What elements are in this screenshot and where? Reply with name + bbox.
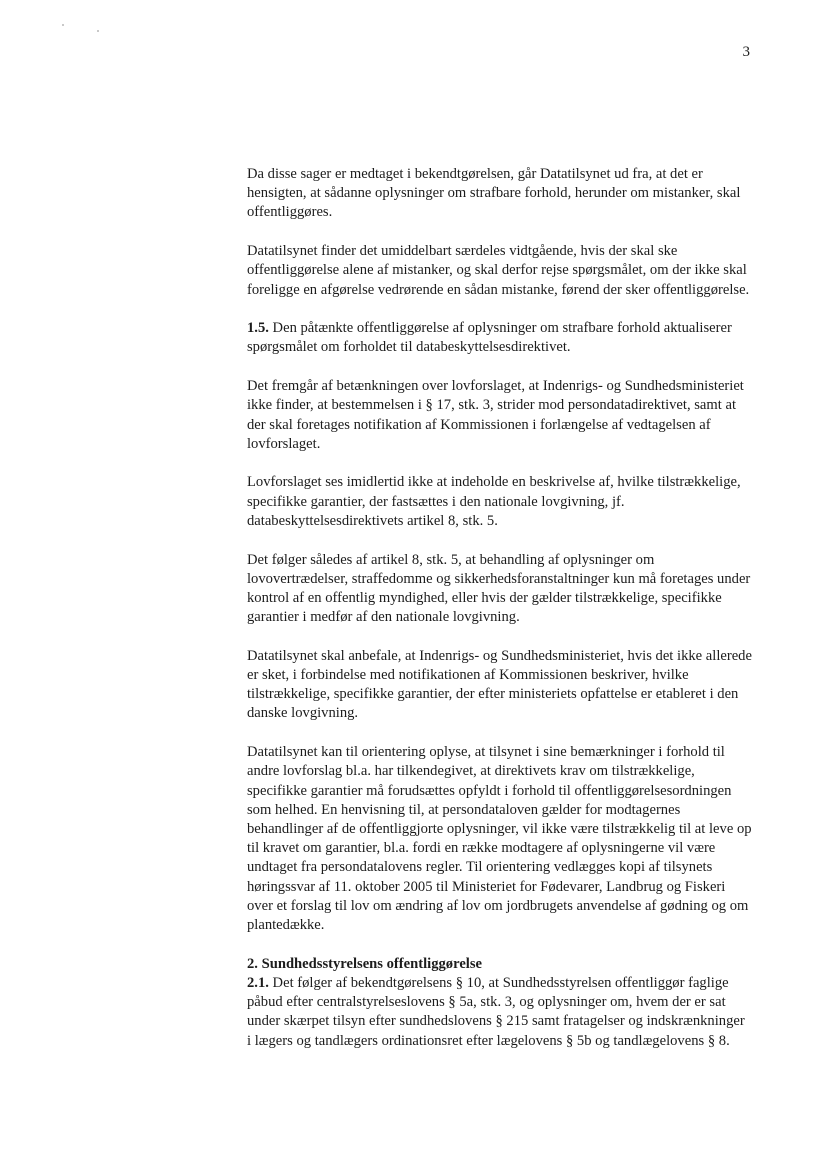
paragraph: Datatilsynet kan til orientering oplyse, at tilsynet i sine bemærkninger i forhold til andre lovforslag bl.a. har tilkendegivet, at direktivets krav om tilstrækkelige, specifikke garantier må forudsættes opfyldt i forhold til offentliggørelsesordningen som helhed. En henvisning til, at persondataloven gælder for modtagernes behandlinger af de offentliggjorte oplysninger, vil ikke være tilstrækkelig til at leve op til kravet om garantier, bl.a. fordi en række modtagere af oplysningerne vil være undtaget fra persondatalovens regler. Til orientering vedlægges kopi af tilsynets høringssvar af 11. oktober 2005 til Ministeriet for Fødevarer, Landbrug og Fiskeri over et forslag til lov om ændring af lov om jordbrugets anvendelse af gødning og om plantedække. <box>247 744 752 933</box>
document-body <box>247 165 752 1051</box>
section-1-5-paragraph <box>247 319 752 357</box>
scan-speck <box>97 30 99 32</box>
paragraph: Datatilsynet finder det umiddelbart særdeles vidtgående, hvis der skal ske offentliggørelse alene af mistanker, og skal derfor rejse spørgsmålet, om der ikke skal foreligge en afgørelse vedrørende en sådan mistanke, førend der sker offentliggørelse. <box>247 243 750 298</box>
page-number: 3 <box>742 44 750 60</box>
scan-speck <box>62 24 64 26</box>
section-number: 1.5. <box>247 320 269 337</box>
section-2-heading: 2. Sundhedsstyrelsens offentliggørelse <box>247 955 483 972</box>
section-2-1-paragraph <box>247 974 752 1051</box>
section-text: Det følger af bekendtgørelsens § 10, at Sundhedsstyrelsen offentliggør faglige påbud efter centralstyrelseslovens § 5a, stk. 3, og oplysninger om, hvem der er sat under skærpet tilsyn efter sundhedslovens § 215 samt fratagelser og indskrænkninger i lægers og tandlægers ordinationsret efter lægelovens § 5b og tandlægelovens § 8. <box>247 974 745 1049</box>
paragraph: Det fremgår af betænkningen over lovforslaget, at Indenrigs- og Sundhedsministeriet ikke finder, at bestemmelsen i § 17, stk. 3, strider mod persondatadirektivet, samt at der skal foretages notifikation af Kommissionen i forlængelse af vedtagelsen af lovforslaget. <box>247 378 744 452</box>
section-number: 2.1. <box>247 974 269 991</box>
section-text: Den påtænkte offentliggørelse af oplysninger om strafbare forhold aktualiserer spørgsmålet om forholdet til databeskyttelsesdirektivet. <box>247 320 732 356</box>
paragraph: Lovforslaget ses imidlertid ikke at indeholde en beskrivelse af, hvilke tilstrækkelige, specifikke garantier, der fastsættes i den nationale lovgivning, jf. databeskyttelsesdirektivets artikel 8, stk. 5. <box>247 474 741 529</box>
paragraph: Datatilsynet skal anbefale, at Indenrigs- og Sundhedsministeriet, hvis det ikke allerede er sket, i forbindelse med notifikationen af Kommissionen beskriver, hvilke tilstrækkelige, specifikke garantier, der efter ministeriets opfattelse er etableret i den danske lovgivning. <box>247 647 752 722</box>
paragraph: Da disse sager er medtaget i bekendtgørelsen, går Datatilsynet ud fra, at det er hensigten, at sådanne oplysninger om strafbare forhold, herunder om mistanker, skal offentliggøres. <box>247 166 741 221</box>
paragraph: Det følger således af artikel 8, stk. 5, at behandling af oplysninger om lovovertrædelser, straffedomme og sikkerhedsforanstaltninger kun må foretages under kontrol af en offentlig myndighed, eller hvis der gælder tilstrækkelige, specifikke garantier i medfør af den nationale lovgivning. <box>247 551 751 626</box>
